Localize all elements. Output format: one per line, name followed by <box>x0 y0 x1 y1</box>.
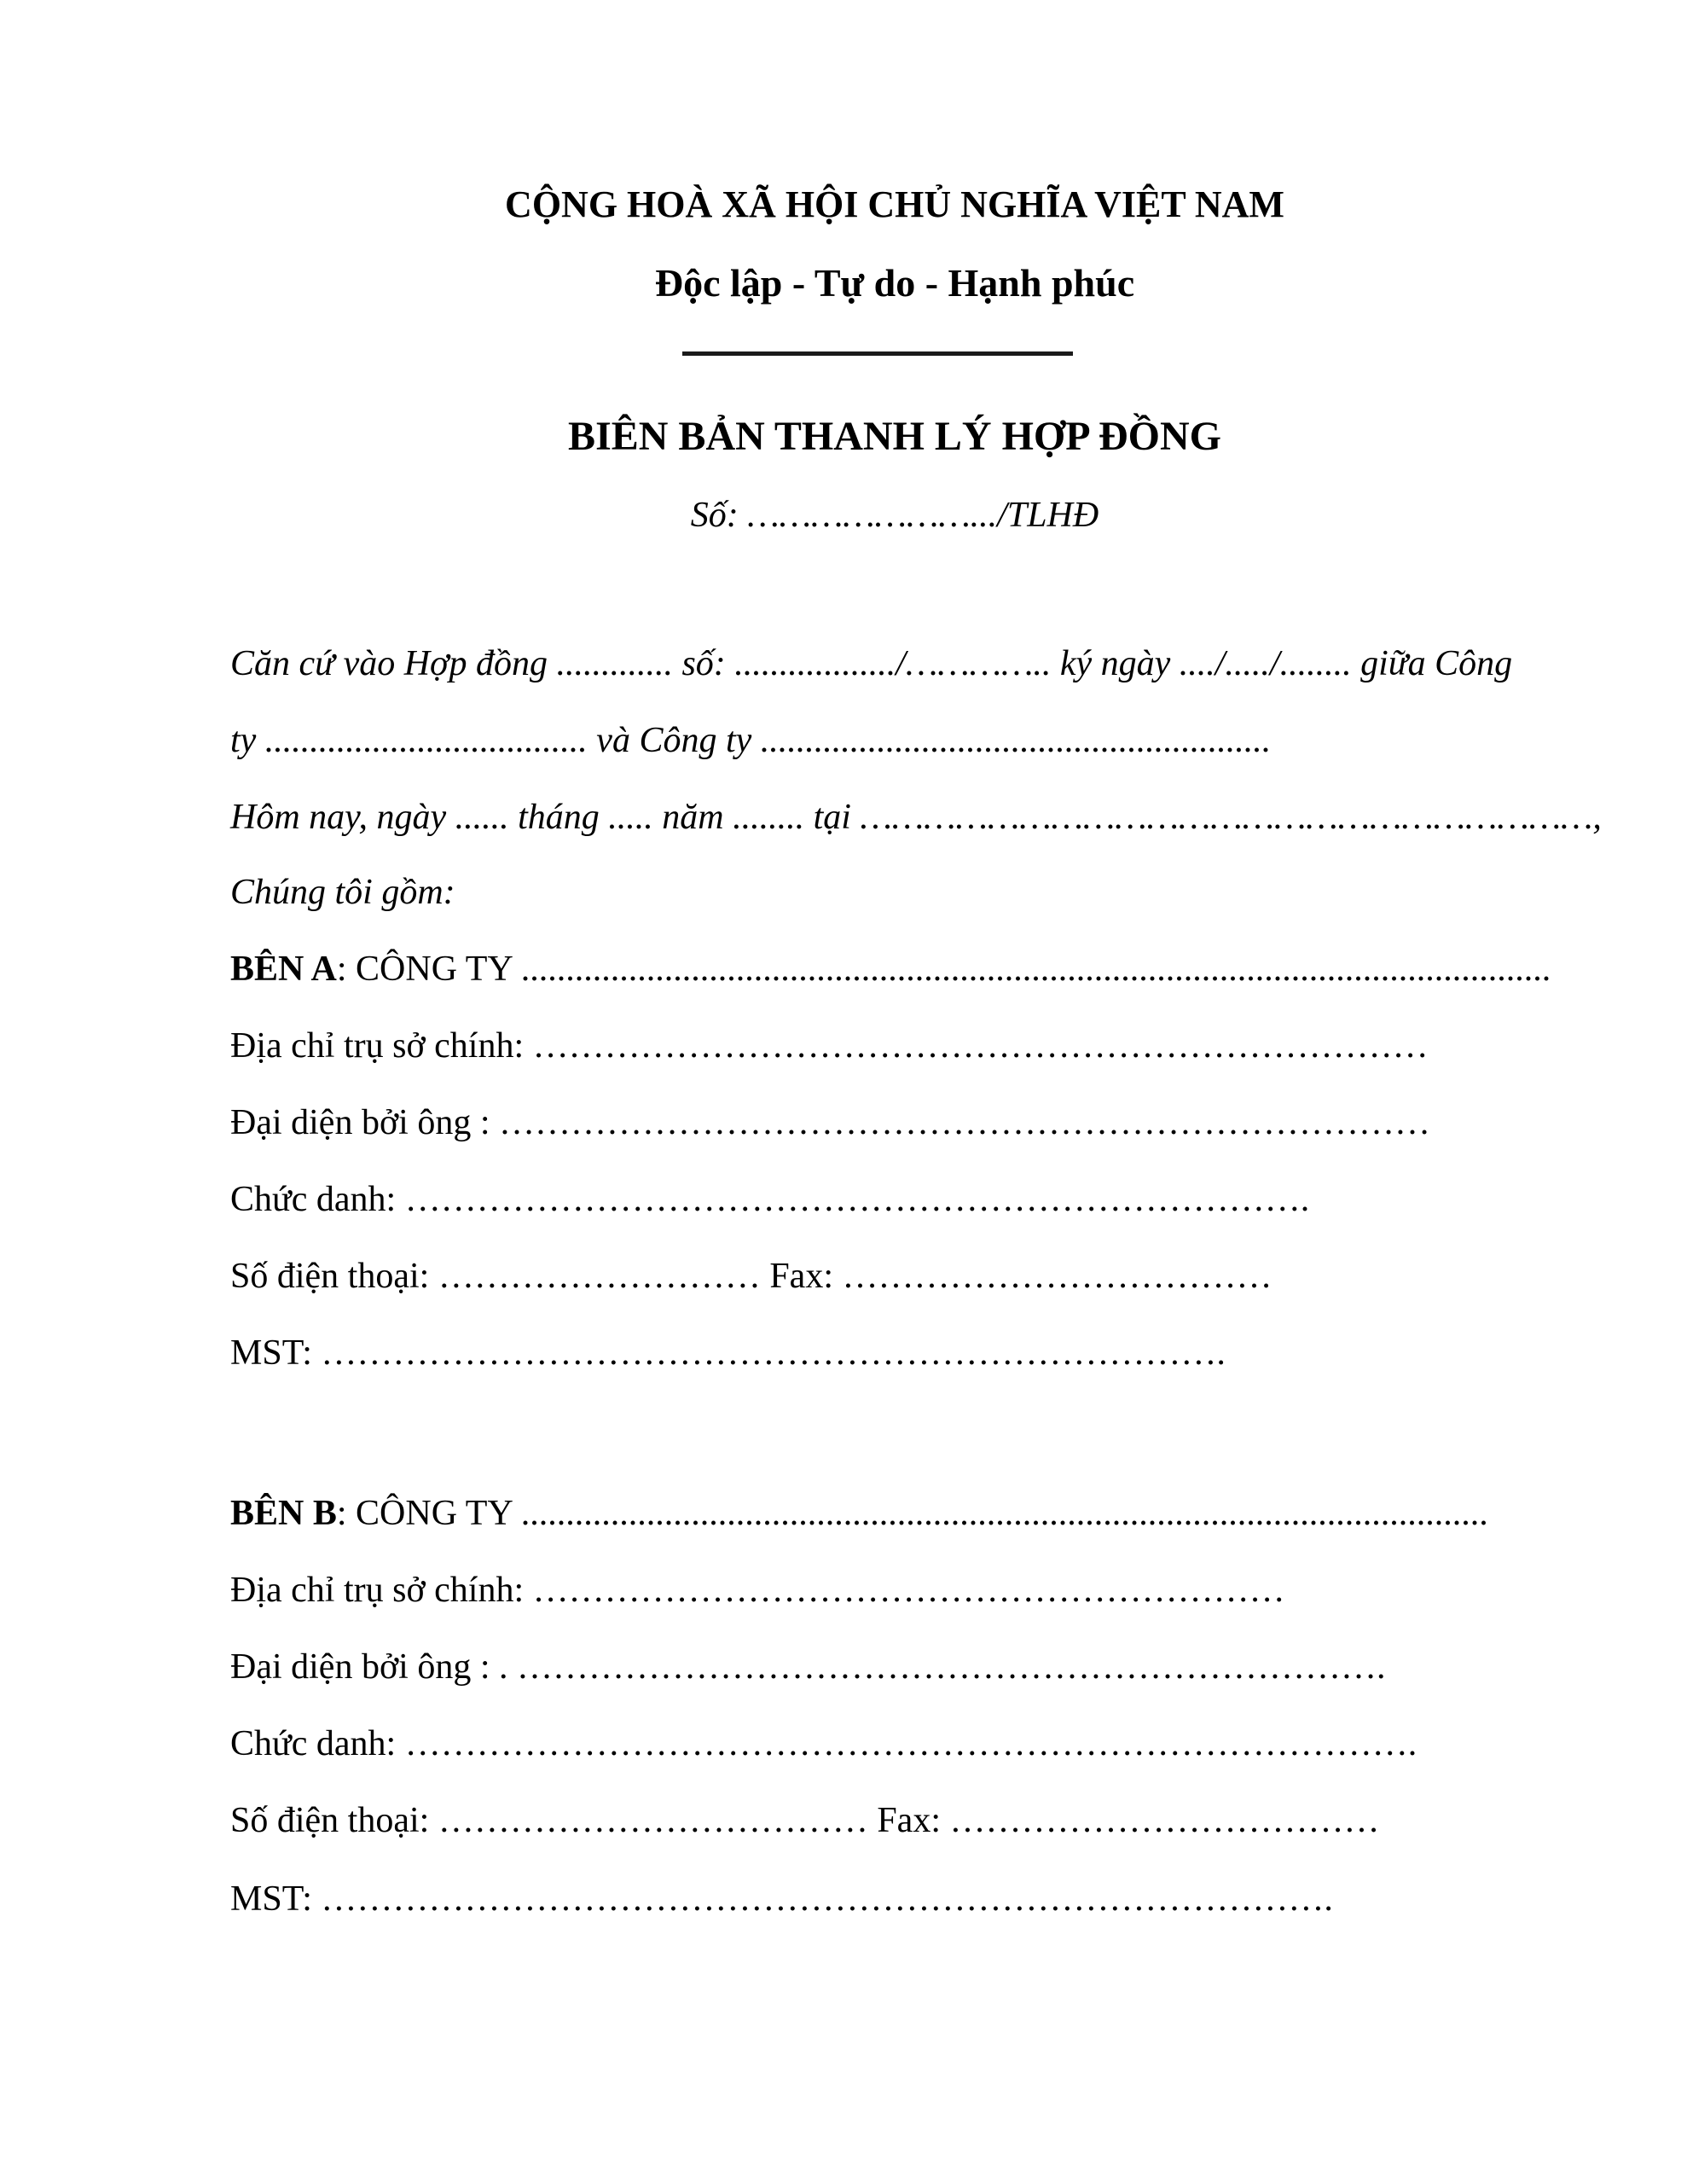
intro-line-2: ty .................................... và Công ty ......................................................... <box>230 721 1272 760</box>
party-b-phone-fax-line: Số điện thoại: ……………………………… Fax: ……………………………… <box>230 1801 1380 1840</box>
party-b-tax-line: MST: …………………………………………………………………………. <box>230 1879 1333 1919</box>
party-b-label: BÊN B <box>230 1494 337 1533</box>
intro-line-1: Căn cứ vào Hợp đồng ............. số: ................../………….. ký ngày ..../...../........ giữa Công <box>230 644 1513 683</box>
header-divider <box>682 351 1073 356</box>
party-a-representative-line: Đại diện bởi ông : …………………………………………………………………… <box>230 1103 1430 1142</box>
party-a-phone-fax-line: Số điện thoại: ……………………… Fax: ……………………………… <box>230 1257 1272 1296</box>
party-b-position-line: Chức danh: …………………………………………………………………………. <box>230 1724 1417 1763</box>
party-a-position-line: Chức danh: …………………………………………………………………. <box>230 1180 1310 1219</box>
national-title: CỘNG HOÀ XÃ HỘI CHỦ NGHĨA VIỆT NAM <box>505 183 1284 225</box>
party-a-heading <box>230 949 1551 990</box>
document-number-line: Số: ………………….../TLHĐ <box>690 496 1099 535</box>
party-a-label: BÊN A <box>230 950 337 989</box>
document-title: BIÊN BẢN THANH LÝ HỢP ĐỒNG <box>568 414 1221 459</box>
party-b-representative-line: Đại diện bởi ông : . ………………………………………………………………. <box>230 1647 1386 1687</box>
intro-line-3: Hôm nay, ngày ...... tháng ..... năm ........ tại ……………………………………………………………, <box>230 798 1602 837</box>
party-a-address-line: Địa chỉ trụ sở chính: ………………………………………………………………… <box>230 1026 1429 1066</box>
party-b-address-line: Địa chỉ trụ sở chính: ……………………………………………………… <box>230 1571 1285 1610</box>
party-b-company-line: : CÔNG TY ............................................................................................................ <box>336 1494 1488 1533</box>
party-a-tax-line: MST: …………………………………………………………………. <box>230 1333 1226 1373</box>
national-motto: Độc lập - Tự do - Hạnh phúc <box>654 261 1135 305</box>
party-b-heading <box>230 1493 1488 1534</box>
intro-line-4: Chúng tôi gồm: <box>230 873 455 912</box>
party-a-company-line: : CÔNG TY ................................................................................................................... <box>336 950 1551 989</box>
